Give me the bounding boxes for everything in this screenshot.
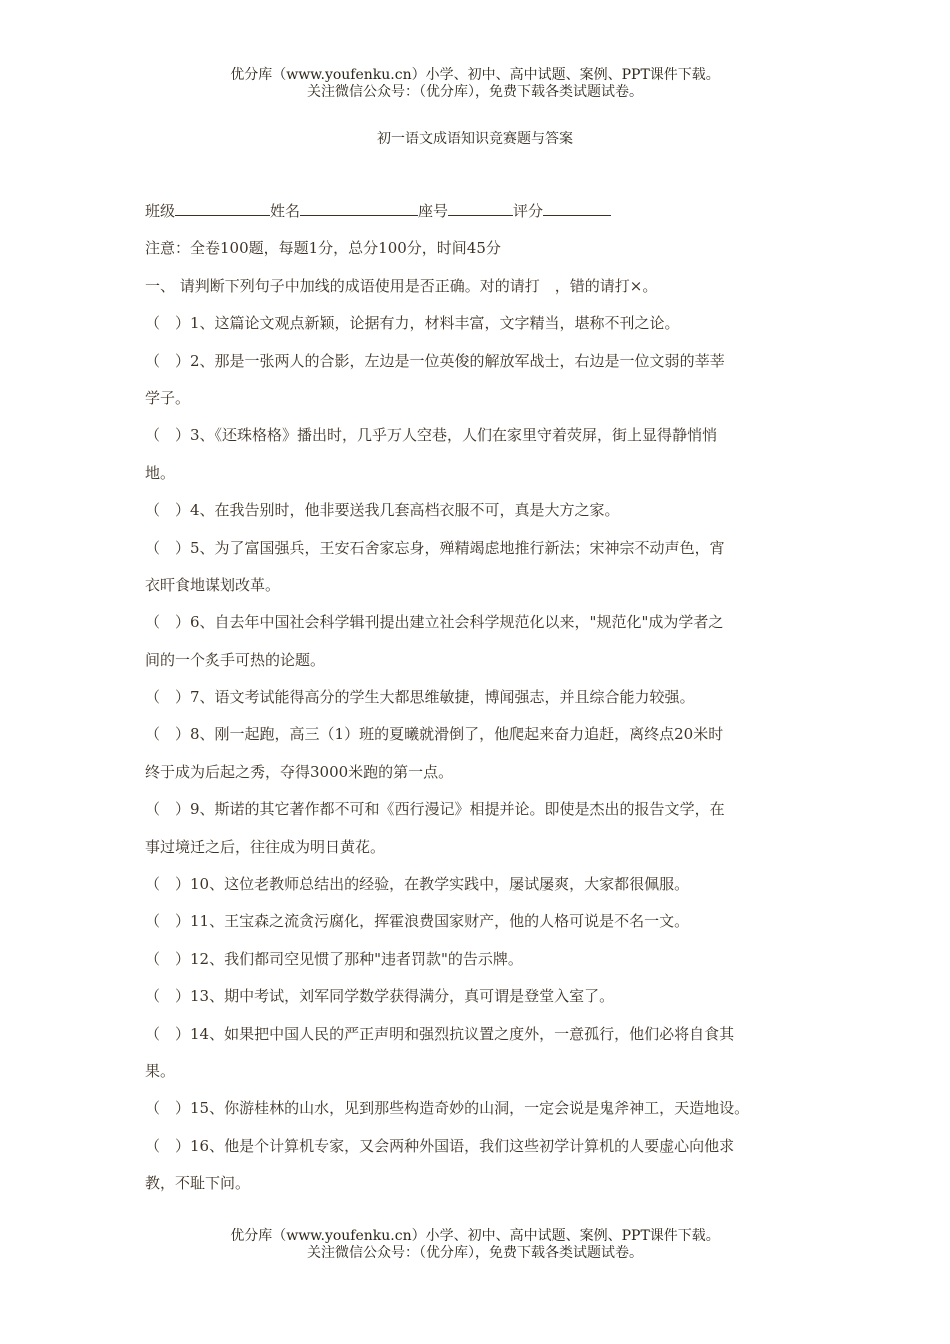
question-9 xyxy=(145,798,825,835)
question-9-cont: 事过境迁之后，往往成为明日黄花。 xyxy=(145,837,386,856)
question-text: 11、王宝森之流贪污腐化，挥霍浪费国家财产，他的人格可说是不名一文。 xyxy=(190,912,690,931)
question-14-cont: 果。 xyxy=(145,1061,176,1080)
answer-paren[interactable]: （ ） xyxy=(145,501,191,520)
answer-paren[interactable]: （ ） xyxy=(145,1099,191,1118)
question-text: 3、《还珠格格》播出时，几乎万人空巷，人们在家里守着荧屏，街上显得静悄悄 xyxy=(190,426,718,445)
class-blank[interactable] xyxy=(175,201,270,216)
name-label: 姓名 xyxy=(270,202,301,220)
answer-paren[interactable]: （ ） xyxy=(145,351,191,370)
question-text: 7、语文考试能得高分的学生大都思维敏捷，博闻强志，并且综合能力较强。 xyxy=(190,688,695,707)
question-text: 5、为了富国强兵，王安石舍家忘身，殚精竭虑地推行新法；宋神宗不动声色，宵 xyxy=(190,538,725,557)
answer-paren[interactable]: （ ） xyxy=(145,987,191,1006)
question-12 xyxy=(145,948,825,985)
page-header xyxy=(0,67,950,101)
question-3 xyxy=(145,424,825,461)
question-2 xyxy=(145,350,825,387)
answer-paren[interactable]: （ ） xyxy=(145,1136,191,1155)
question-11 xyxy=(145,910,825,947)
question-3-cont: 地。 xyxy=(145,463,176,482)
footer-line-2: 关注微信公众号：（优分库），免费下载各类试题试卷。 xyxy=(307,1245,643,1261)
question-text: 15、你游桂林的山水，见到那些构造奇妙的山洞，一定会说是鬼斧神工，天造地设。 xyxy=(190,1099,750,1118)
question-text: 16、他是个计算机专家，又会两种外国语，我们这些初学计算机的人要虚心向他求 xyxy=(190,1136,735,1155)
question-text: 9、斯诺的其它著作都不可和《西行漫记》相提并论。即使是杰出的报告文学，在 xyxy=(190,800,725,819)
footer-line-1: 优分库（www.youfenku.cn）小学、初中、高中试题、案例、PPT课件下载。 xyxy=(230,1228,720,1244)
question-2-cont: 学子。 xyxy=(145,388,191,407)
question-text: 6、自去年中国社会科学辑刊提出建立社会科学规范化以来，"规范化"成为学者之 xyxy=(190,613,724,632)
question-text: 10、这位老教师总结出的经验，在教学实践中，屡试屡爽，大家都很佩服。 xyxy=(190,875,690,894)
answer-paren[interactable]: （ ） xyxy=(145,538,191,557)
question-text: 12、我们都司空见惯了那种"违者罚款"的告示牌。 xyxy=(190,949,523,968)
question-14 xyxy=(145,1023,825,1060)
answer-paren[interactable]: （ ） xyxy=(145,314,191,333)
question-6-cont: 间的一个炙手可热的论题。 xyxy=(145,650,326,669)
question-text: 13、期中考试，刘军同学数学获得满分，真可谓是登堂入室了。 xyxy=(190,987,615,1006)
header-line-1: 优分库（www.youfenku.cn）小学、初中、高中试题、案例、PPT课件下载。 xyxy=(230,67,720,83)
page-footer xyxy=(0,1228,950,1262)
class-label: 班级 xyxy=(145,202,176,220)
question-text: 14、如果把中国人民的严正声明和强烈抗议置之度外，一意孤行，他们必将自食其 xyxy=(190,1024,735,1043)
answer-paren[interactable]: （ ） xyxy=(145,613,191,632)
question-5-cont: 衣旰食地谋划改革。 xyxy=(145,575,281,594)
answer-paren[interactable]: （ ） xyxy=(145,1024,191,1043)
document-title: 初一语文成语知识竞赛题与答案 xyxy=(377,131,573,147)
question-6 xyxy=(145,611,825,648)
question-text: 1、这篇论文观点新颖，论据有力，材料丰富，文字精当，堪称不刊之论。 xyxy=(190,314,680,333)
question-text: 8、刚一起跑，高三（1）班的夏曦就滑倒了，他爬起来奋力追赶，离终点20米时 xyxy=(190,725,724,744)
score-label: 评分 xyxy=(513,202,544,220)
question-13 xyxy=(145,985,825,1022)
question-8 xyxy=(145,723,825,760)
answer-paren[interactable]: （ ） xyxy=(145,725,191,744)
question-text: 2、那是一张两人的合影，左边是一位英俊的解放军战士，右边是一位文弱的莘莘 xyxy=(190,351,725,370)
seat-label: 座号 xyxy=(418,202,449,220)
answer-paren[interactable]: （ ） xyxy=(145,949,191,968)
seat-blank[interactable] xyxy=(448,201,513,216)
score-blank[interactable] xyxy=(543,201,611,216)
question-15 xyxy=(145,1097,825,1134)
section-heading: 一、 请判断下列句子中加线的成语使用是否正确。对的请打 ，错的请打×。 xyxy=(145,276,658,295)
answer-paren[interactable]: （ ） xyxy=(145,875,191,894)
answer-paren[interactable]: （ ） xyxy=(145,426,191,445)
exam-note: 注意：全卷100题，每题1分，总分100分，时间45分 xyxy=(145,239,501,258)
question-8-cont: 终于成为后起之秀，夺得3000米跑的第一点。 xyxy=(145,762,454,781)
header-line-2: 关注微信公众号：（优分库），免费下载各类试题试卷。 xyxy=(307,84,643,100)
question-16-cont: 教，不耻下问。 xyxy=(145,1174,251,1193)
answer-paren[interactable]: （ ） xyxy=(145,912,191,931)
document-body xyxy=(145,200,825,1210)
question-1 xyxy=(145,312,825,349)
answer-paren[interactable]: （ ） xyxy=(145,688,191,707)
answer-paren[interactable]: （ ） xyxy=(145,800,191,819)
question-16 xyxy=(145,1135,825,1172)
question-7 xyxy=(145,686,825,723)
question-5 xyxy=(145,537,825,574)
question-4 xyxy=(145,499,825,536)
question-text: 4、在我告别时，他非要送我几套高档衣服不可，真是大方之家。 xyxy=(190,501,620,520)
student-info-row xyxy=(145,200,825,237)
name-blank[interactable] xyxy=(300,201,418,216)
question-10 xyxy=(145,873,825,910)
